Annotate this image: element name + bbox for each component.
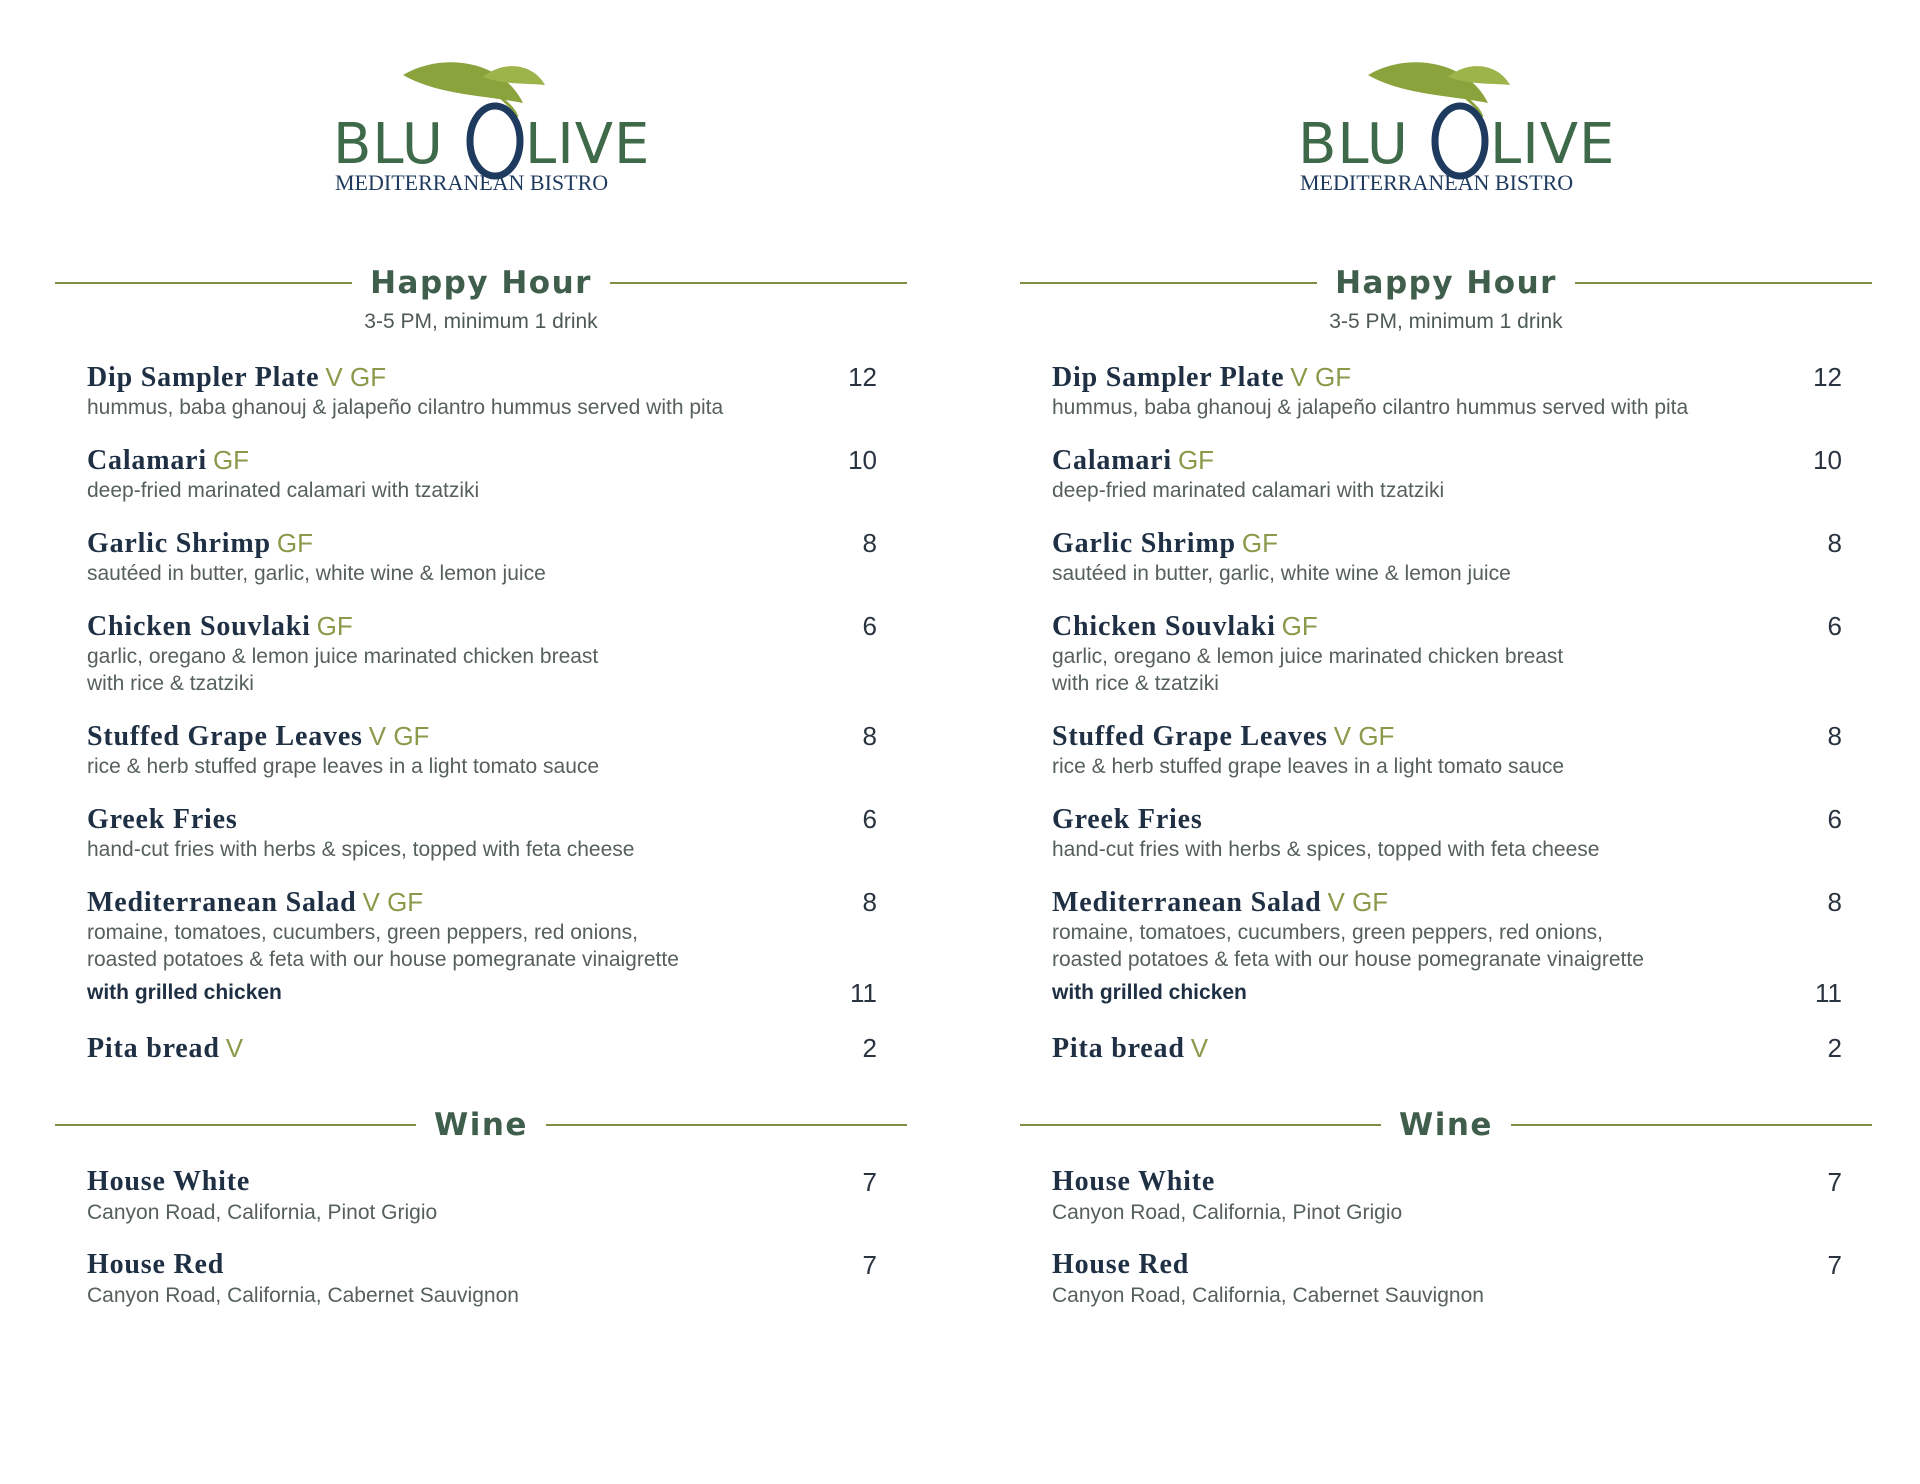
item-tags: GF [1177,445,1215,475]
happy-hour-subtitle: 3-5 PM, minimum 1 drink [364,310,598,333]
wine-item [87,1165,877,1226]
addon-label: with grilled chicken [87,981,282,1004]
item-description: hummus, baba ghanouj & jalapeño cilantro hummus served with pita [87,396,724,419]
item-name: Dip Sampler Plate [1052,362,1285,393]
item-name: House White [1052,1166,1216,1197]
item-description: rice & herb stuffed grape leaves in a light tomato sauce [87,755,600,778]
item-name: Garlic Shrimp [1052,528,1236,559]
item-description-line2: with rice & tzatziki [1052,672,1219,695]
wine-list [87,1165,877,1331]
item-name: House Red [87,1249,225,1280]
svg-text:BLU: BLU [333,112,444,177]
wine-heading [55,1103,907,1147]
item-price: 8 [862,721,877,751]
item-price: 8 [1827,721,1842,751]
item-name: Dip Sampler Plate [87,362,320,393]
item-name: Mediterranean Salad [1052,887,1322,918]
item-tags: V GF [1290,362,1352,392]
item-price: 2 [1827,1033,1842,1063]
addon-price: 11 [1815,978,1842,1008]
item-description: rice & herb stuffed grape leaves in a light tomato sauce [1052,755,1565,778]
item-description: sautéed in butter, garlic, white wine & lemon juice [87,562,546,585]
divider-line [1575,282,1872,284]
item-description: hummus, baba ghanouj & jalapeño cilantro hummus served with pita [1052,396,1689,419]
item-description-line2: roasted potatoes & feta with our house pomegranate vinaigrette [1052,948,1644,971]
item-name: Pita bread [87,1033,220,1064]
item-price: 6 [1827,804,1842,834]
item-tags: V [1190,1033,1209,1063]
item-tags: GF [276,528,313,558]
item-description: romaine, tomatoes, cucumbers, green peppers, red onions, [87,921,638,944]
item-tags: V [225,1033,244,1063]
item-tags: V GF [368,721,430,751]
item-tags: GF [316,611,353,641]
item-price: 7 [1827,1250,1842,1280]
section-title: Happy Hour [1335,265,1557,301]
item-name: House White [87,1166,251,1197]
wine-heading [1020,1103,1872,1147]
item-description: hand-cut fries with herbs & spices, topped with feta cheese [1052,838,1600,861]
svg-text:LIVE: LIVE [1490,112,1616,177]
item-tags: V GF [325,362,387,392]
blu-olive-logo [333,55,651,195]
section-title: Wine [1399,1107,1493,1143]
item-description: hand-cut fries with herbs & spices, topped with feta cheese [87,838,635,861]
item-name: Stuffed Grape Leaves [87,721,363,752]
item-price: 6 [862,804,877,834]
happy-hour-heading [55,261,907,305]
item-price: 10 [1813,445,1842,475]
divider-line [1020,1124,1381,1126]
item-description: garlic, oregano & lemon juice marinated chicken breast [1052,645,1564,668]
item-description: deep-fried marinated calamari with tzatziki [87,479,480,502]
item-description: romaine, tomatoes, cucumbers, green peppers, red onions, [1052,921,1603,944]
item-price: 6 [1827,611,1842,641]
item-price: 7 [862,1167,877,1197]
item-name: Calamari [1052,445,1172,476]
item-description: sautéed in butter, garlic, white wine & lemon juice [1052,562,1511,585]
menu-item [1052,526,1842,587]
divider-line [546,1124,907,1126]
addon-label: with grilled chicken [1052,981,1247,1004]
menu-item [1052,1031,1842,1065]
happy-hour-list [1052,360,1842,1087]
wine-list [1052,1165,1842,1331]
item-price: 6 [862,611,877,641]
item-price: 8 [862,887,877,917]
item-name: Stuffed Grape Leaves [1052,721,1328,752]
item-name: Chicken Souvlaki [87,611,311,642]
divider-line [1020,282,1317,284]
item-description: Canyon Road, California, Cabernet Sauvignon [1052,1284,1484,1307]
item-description: Canyon Road, California, Pinot Grigio [1052,1201,1403,1224]
menu-item [87,443,877,504]
menu-item [1052,360,1842,421]
menu-item [87,802,877,863]
menu-item [1052,719,1842,780]
happy-hour-heading [1020,261,1872,305]
item-description: deep-fried marinated calamari with tzatziki [1052,479,1445,502]
divider-line [55,1124,416,1126]
item-name: Calamari [87,445,207,476]
svg-text:BLU: BLU [1298,112,1409,177]
item-name: Mediterranean Salad [87,887,357,918]
item-price: 8 [1827,887,1842,917]
item-name: Pita bread [1052,1033,1185,1064]
item-price: 12 [848,362,877,392]
menu-item [87,360,877,421]
svg-text:MEDITERRANEAN BISTRO: MEDITERRANEAN BISTRO [1300,170,1574,195]
item-tags: V GF [1327,887,1389,917]
happy-hour-list [87,360,877,1087]
item-price: 2 [862,1033,877,1063]
item-tags: GF [1281,611,1318,641]
item-price: 7 [862,1250,877,1280]
item-tags: V GF [362,887,424,917]
item-name: Chicken Souvlaki [1052,611,1276,642]
menu-column-left [55,0,923,1484]
item-description-line2: with rice & tzatziki [87,672,254,695]
item-name: House Red [1052,1249,1190,1280]
item-addon [87,977,877,1009]
svg-text:LIVE: LIVE [525,112,651,177]
item-price: 7 [1827,1167,1842,1197]
item-tags: GF [212,445,250,475]
section-title: Happy Hour [370,265,592,301]
divider-line [55,282,352,284]
menu-item [1052,609,1842,697]
item-description-line2: roasted potatoes & feta with our house pomegranate vinaigrette [87,948,679,971]
addon-price: 11 [850,978,877,1008]
item-tags: V GF [1333,721,1395,751]
menu-item [87,609,877,697]
divider-line [610,282,907,284]
item-tags: GF [1241,528,1278,558]
happy-hour-subtitle: 3-5 PM, minimum 1 drink [1329,310,1563,333]
menu-item [87,526,877,587]
item-name: Garlic Shrimp [87,528,271,559]
menu-item [1052,885,1842,1009]
item-addon [1052,977,1842,1009]
wine-item [1052,1248,1842,1309]
menu-column-right [1020,0,1888,1484]
item-name: Greek Fries [87,804,238,835]
menu-item [87,1031,877,1065]
svg-text:MEDITERRANEAN BISTRO: MEDITERRANEAN BISTRO [335,170,609,195]
menu-item [1052,802,1842,863]
item-description: garlic, oregano & lemon juice marinated chicken breast [87,645,599,668]
menu-item [1052,443,1842,504]
blu-olive-logo [1298,55,1616,195]
item-price: 8 [1827,528,1842,558]
menu-item [87,885,877,1009]
menu-item [87,719,877,780]
divider-line [1511,1124,1872,1126]
item-name: Greek Fries [1052,804,1203,835]
wine-item [87,1248,877,1309]
wine-item [1052,1165,1842,1226]
item-description: Canyon Road, California, Cabernet Sauvignon [87,1284,519,1307]
item-price: 8 [862,528,877,558]
item-price: 12 [1813,362,1842,392]
item-price: 10 [848,445,877,475]
section-title: Wine [434,1107,528,1143]
item-description: Canyon Road, California, Pinot Grigio [87,1201,438,1224]
